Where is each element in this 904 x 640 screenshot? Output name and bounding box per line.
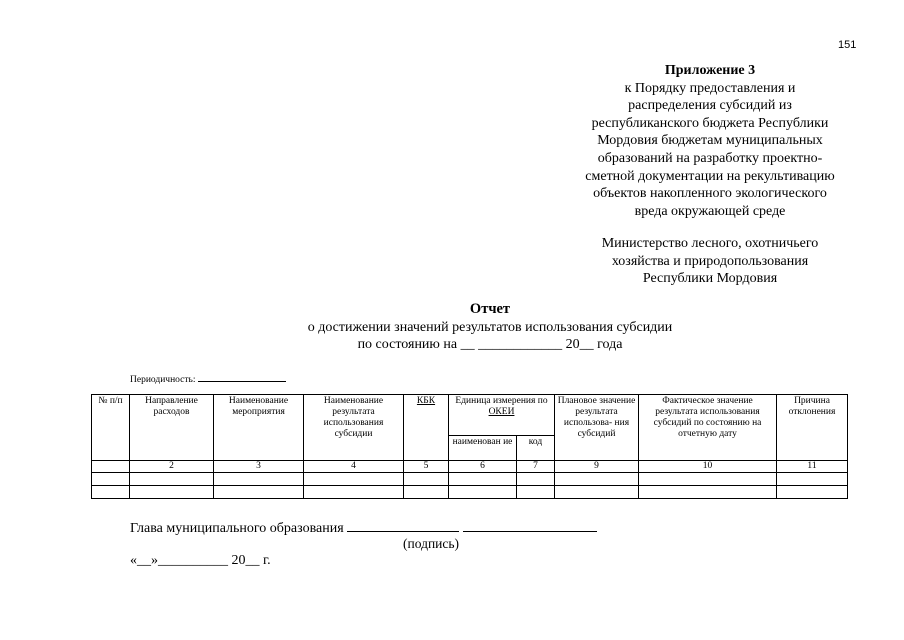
header-unit-name: наименован ие bbox=[449, 436, 517, 461]
table-cell bbox=[777, 486, 848, 499]
table-cell bbox=[92, 486, 130, 499]
appendix-line: сметной документации на рекультивацию bbox=[585, 168, 835, 184]
ministry-line: Министерство лесного, охотничьего bbox=[601, 236, 819, 251]
table-row bbox=[92, 486, 848, 499]
header-planned: Плановое значение результата использова- ния субсидий bbox=[555, 395, 639, 461]
header-kbk: КБК bbox=[404, 395, 449, 461]
table-cell bbox=[404, 473, 449, 486]
header-unit bbox=[449, 395, 555, 436]
table-cell bbox=[449, 473, 517, 486]
table-cell bbox=[92, 473, 130, 486]
table-cell bbox=[214, 473, 304, 486]
column-number: 10 bbox=[639, 461, 777, 473]
signature-line bbox=[130, 519, 597, 537]
column-number: 9 bbox=[555, 461, 639, 473]
header-unit-code: код bbox=[517, 436, 555, 461]
appendix-block bbox=[560, 62, 860, 220]
table-cell bbox=[130, 486, 214, 499]
signature-caption: (подпись) bbox=[403, 536, 460, 551]
okei-link: ОКЕИ bbox=[488, 407, 515, 417]
column-number: 3 bbox=[214, 461, 304, 473]
periodicity bbox=[130, 371, 286, 385]
table-cell bbox=[214, 486, 304, 499]
column-number: 11 bbox=[777, 461, 848, 473]
header-event: Наименование мероприятия bbox=[214, 395, 304, 461]
ministry-block bbox=[560, 235, 860, 288]
report-title: Отчет bbox=[469, 301, 511, 317]
header-result: Наименование результата использования субсидии bbox=[304, 395, 404, 461]
appendix-line: образований на разработку проектно- bbox=[597, 150, 823, 166]
periodicity-label: Периодичность: bbox=[130, 375, 196, 385]
column-number: 6 bbox=[449, 461, 517, 473]
ministry-line: хозяйства и природопользования bbox=[611, 253, 809, 269]
report-subtitle: о достижении значений результатов использования субсидии bbox=[307, 319, 673, 335]
table-cell bbox=[555, 486, 639, 499]
table-cell bbox=[555, 473, 639, 486]
report-as-of: по состоянию на __ ____________ 20__ года bbox=[357, 337, 623, 352]
appendix-line: республиканского бюджета Республики bbox=[591, 115, 829, 131]
table-cell bbox=[777, 473, 848, 486]
table-cell bbox=[639, 473, 777, 486]
date-line: «__»__________ 20__ г. bbox=[130, 553, 271, 568]
signature-blank bbox=[347, 519, 459, 532]
report-table bbox=[91, 394, 848, 499]
column-number: 2 bbox=[130, 461, 214, 473]
column-number-row bbox=[92, 461, 848, 473]
table-cell bbox=[449, 486, 517, 499]
appendix-line: распределения субсидий из bbox=[628, 98, 792, 114]
table-cell bbox=[517, 473, 555, 486]
table-cell bbox=[517, 486, 555, 499]
name-blank bbox=[463, 519, 597, 532]
page-number: 151 bbox=[838, 39, 857, 51]
column-number bbox=[92, 461, 130, 473]
table-cell bbox=[304, 473, 404, 486]
appendix-line: вреда окружающей среде bbox=[634, 203, 786, 219]
appendix-title: Приложение 3 bbox=[664, 63, 756, 78]
column-number: 4 bbox=[304, 461, 404, 473]
header-direction: Направление расходов bbox=[130, 395, 214, 461]
header-unit-prefix: Единица измерения по bbox=[455, 396, 548, 406]
appendix-line: Мордовия бюджетам муниципальных bbox=[597, 133, 823, 149]
header-num: № п/п bbox=[92, 395, 130, 461]
appendix-line: объектов накопленного экологического bbox=[593, 186, 827, 202]
table-cell bbox=[304, 486, 404, 499]
table-cell bbox=[639, 486, 777, 499]
signature-label: Глава муниципального образования bbox=[130, 521, 344, 536]
ministry-line: Республики Мордовия bbox=[642, 271, 778, 287]
table-row bbox=[92, 473, 848, 486]
column-number: 5 bbox=[404, 461, 449, 473]
header-reason: Причина отклонения bbox=[777, 395, 848, 461]
report-heading bbox=[250, 301, 730, 354]
column-number: 7 bbox=[517, 461, 555, 473]
table-cell bbox=[130, 473, 214, 486]
periodicity-blank bbox=[198, 371, 286, 382]
table-cell bbox=[404, 486, 449, 499]
header-actual: Фактическое значение результата использования субсидий по состоянию на отчетную дату bbox=[639, 395, 777, 461]
appendix-line: к Порядку предоставления и bbox=[624, 80, 796, 96]
